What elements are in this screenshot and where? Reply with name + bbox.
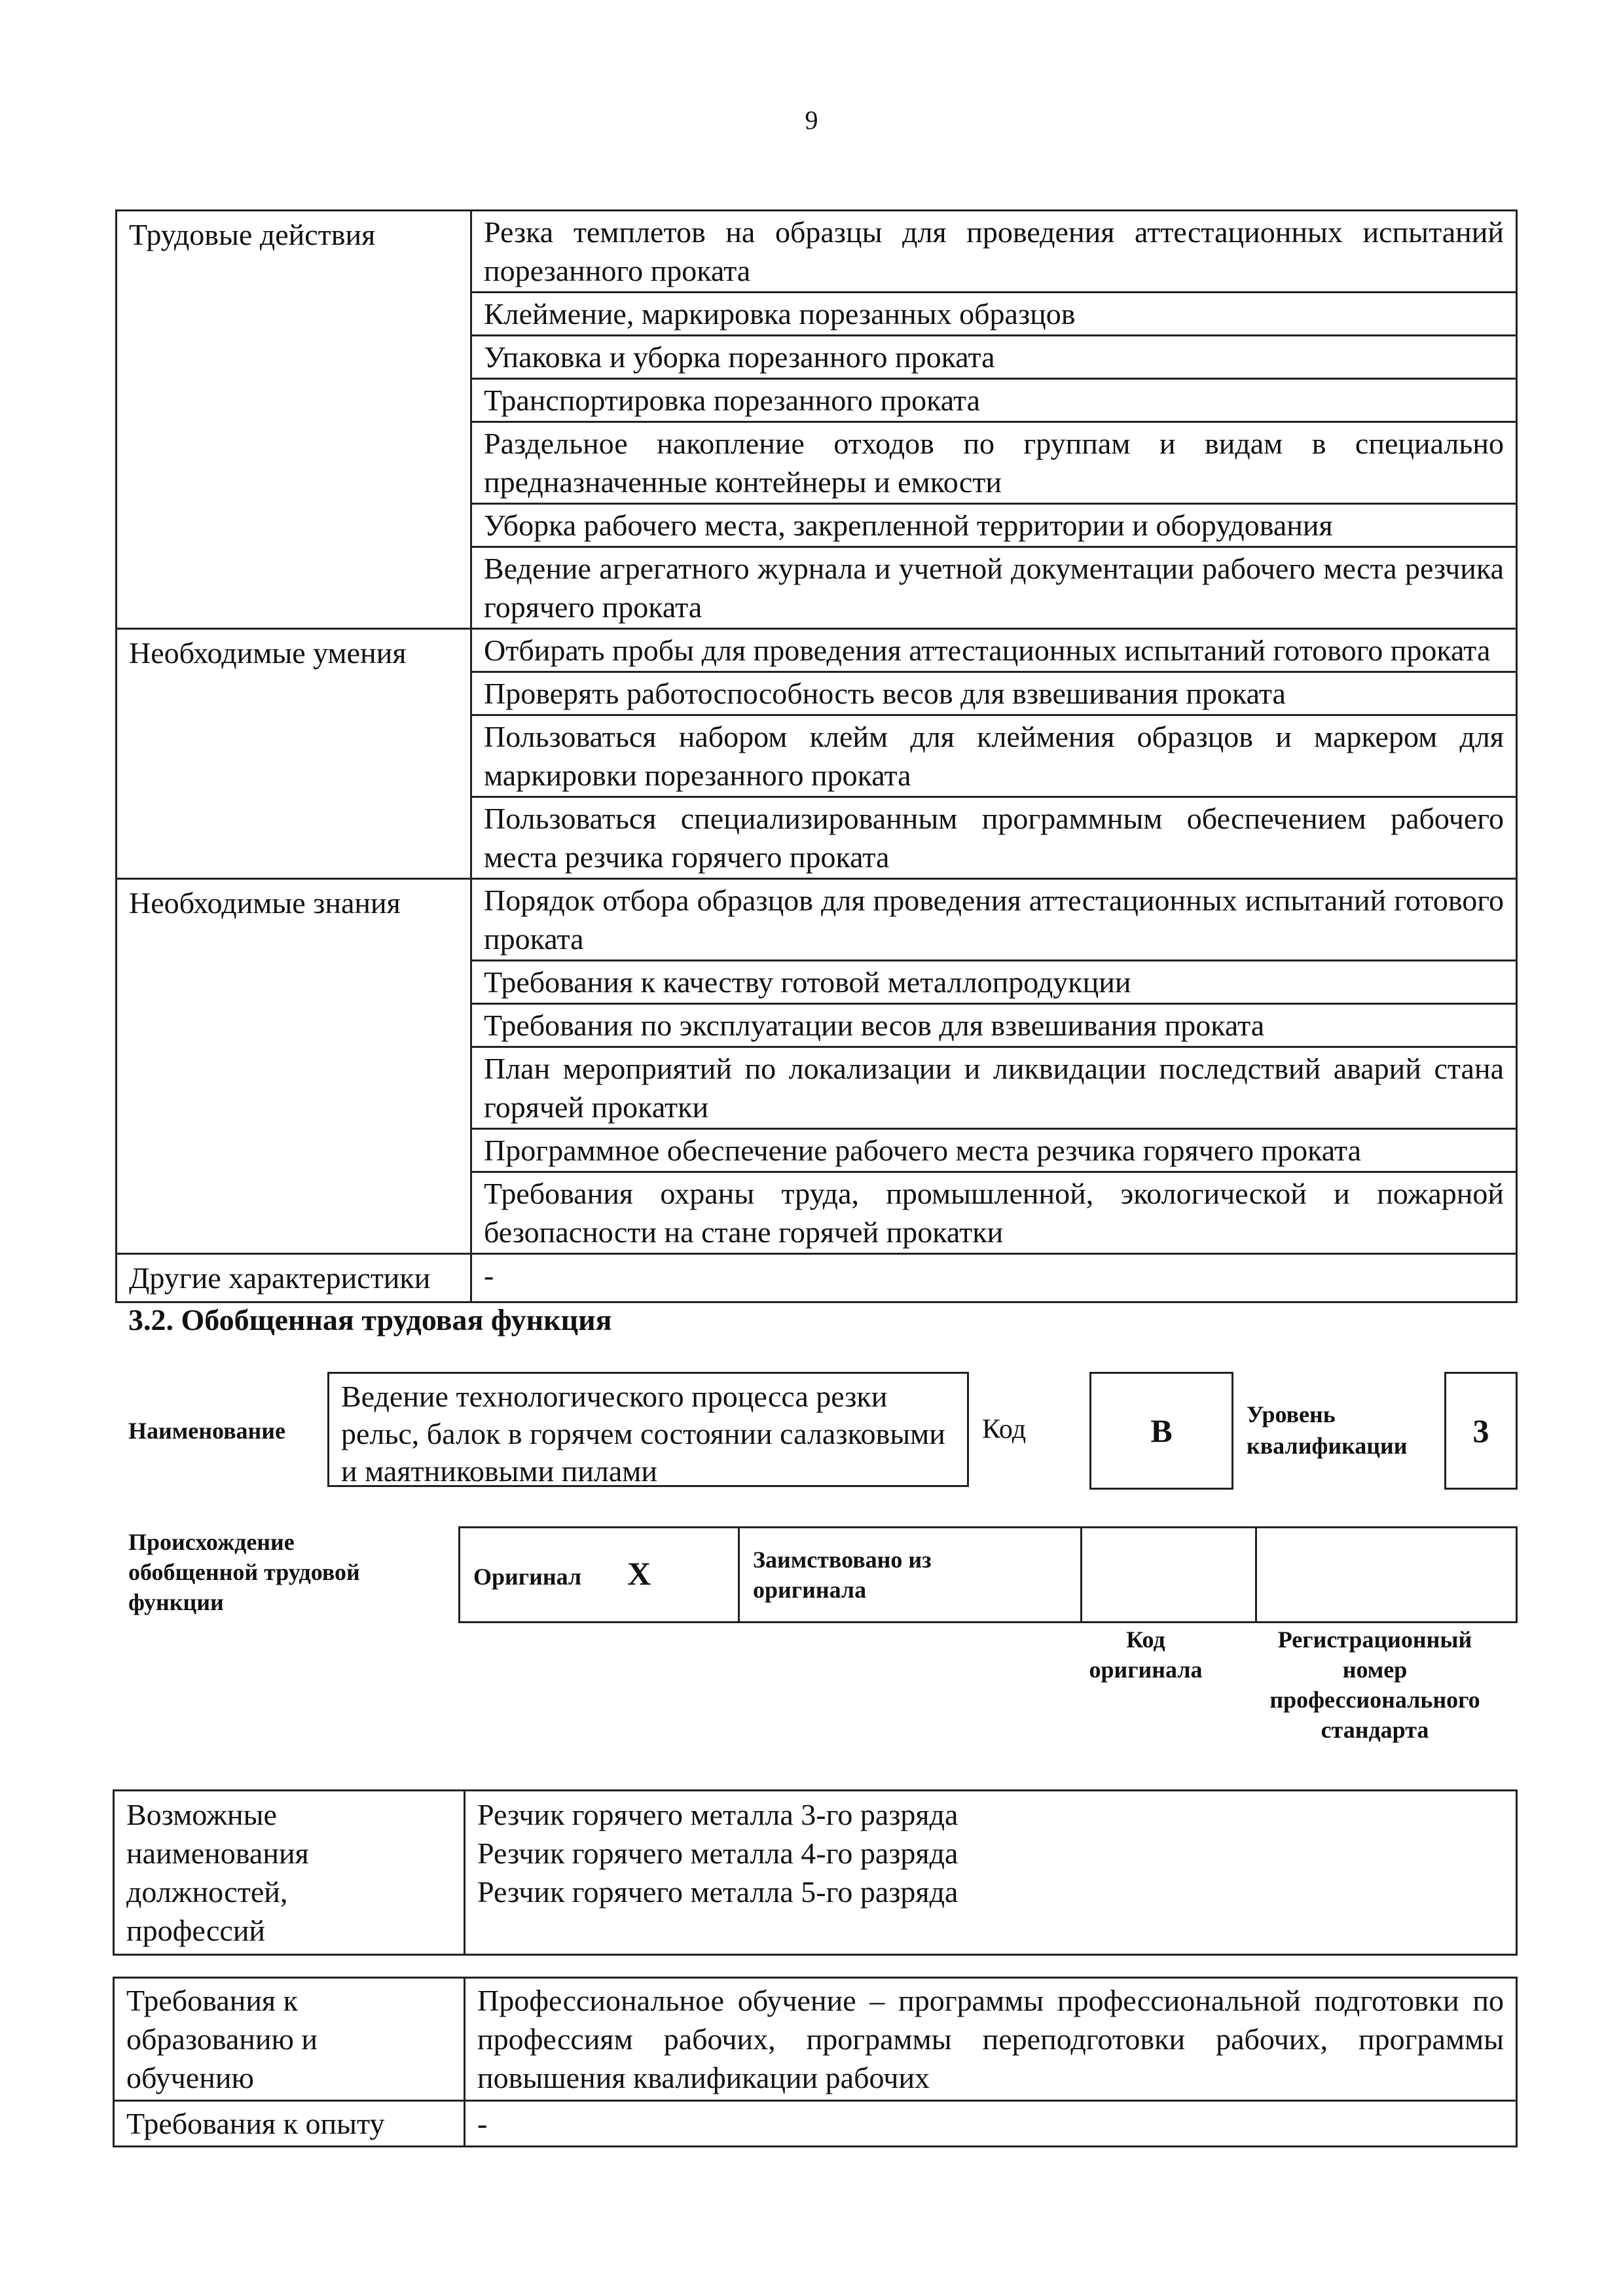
row-item: Упаковка и уборка порезанного проката	[471, 336, 1517, 379]
origin-table	[458, 1526, 1518, 1623]
row-item: Раздельное накопление отходов по группам и видам в специально предназначенные контейнеры и емкости	[471, 422, 1517, 504]
qualification-level-label	[1247, 1399, 1408, 1462]
row-group-label: Необходимые знания	[117, 879, 471, 1254]
education-label	[114, 1978, 465, 2101]
section-heading: 3.2. Обобщенная трудовая функция	[128, 1303, 612, 1336]
row-item: Требования по эксплуатации весов для взвешивания проката	[471, 1004, 1517, 1047]
original-code-caption-line2: оригинала	[1089, 1657, 1203, 1683]
row-item: Уборка рабочего места, закрепленной территории и оборудования	[471, 504, 1517, 547]
row-item: Пользоваться набором клейм для клеймения образцов и маркером для маркировки порезанного проката	[471, 715, 1517, 797]
borrowed-label-line1: Заимствовано из	[753, 1547, 932, 1573]
original-label: Оригинал	[473, 1563, 582, 1590]
qualification-level-label-line2: квалификации	[1247, 1433, 1408, 1459]
code-label: Код	[982, 1414, 1027, 1444]
education-label-line1: Требования к	[126, 1984, 298, 2017]
position-item: Резчик горячего металла 5-го разряда	[477, 1875, 958, 1909]
table-row	[117, 1254, 1517, 1302]
table-row	[117, 211, 1517, 293]
reg-number-caption-line4: стандарта	[1321, 1717, 1429, 1743]
origin-original-cell	[460, 1528, 739, 1623]
row-item: Ведение агрегатного журнала и учетной документации рабочего места резчика горячего проката	[471, 547, 1517, 629]
positions-label-line2: наименования	[126, 1837, 309, 1870]
origin-code-cell	[1082, 1528, 1256, 1623]
row-item: Транспортировка порезанного проката	[471, 379, 1517, 422]
row-item: Требования к качеству готовой металлопродукции	[471, 961, 1517, 1004]
row-item: Отбирать пробы для проведения аттестационных испытаний готового проката	[471, 629, 1517, 672]
row-item: Требования охраны труда, промышленной, экологической и пожарной безопасности на стане горячей прокатки	[471, 1172, 1517, 1254]
row-group-label: Трудовые действия	[117, 211, 471, 629]
row-item: -	[471, 1254, 1517, 1302]
experience-value: -	[465, 2101, 1517, 2147]
original-code-caption	[1067, 1624, 1224, 1685]
reg-number-caption	[1250, 1624, 1499, 1745]
row-item: Клеймение, маркировка порезанных образцов	[471, 293, 1517, 336]
positions-label-line1: Возможные	[126, 1798, 277, 1831]
row-group-label: Необходимые умения	[117, 629, 471, 879]
labor-function-table	[115, 209, 1518, 1303]
code-value-box	[1089, 1372, 1233, 1490]
code-value: B	[1150, 1412, 1173, 1449]
origin-label-line2: обобщенной трудовой	[128, 1559, 360, 1585]
borrowed-label-line2: оригинала	[753, 1577, 867, 1603]
table-row	[117, 879, 1517, 961]
table-row	[117, 629, 1517, 672]
position-item: Резчик горячего металла 4-го разряда	[477, 1837, 958, 1870]
row-item: Проверять работоспособность весов для взвешивания проката	[471, 672, 1517, 715]
origin-label-line3: функции	[128, 1589, 224, 1615]
name-label: Наименование	[128, 1418, 285, 1444]
name-value: Ведение технологического процесса резки рельс, балок в горячем состоянии салазковыми и маятниковыми пилами	[341, 1380, 945, 1488]
origin-borrowed-cell	[739, 1528, 1082, 1623]
origin-reg-number-cell	[1256, 1528, 1517, 1623]
positions-label-line3: должностей,	[126, 1875, 288, 1909]
education-label-line3: обучению	[126, 2061, 254, 2094]
qualification-level-value: 3	[1472, 1412, 1489, 1449]
name-value-box	[327, 1372, 969, 1487]
experience-label: Требования к опыту	[114, 2101, 465, 2147]
requirements-table	[113, 1977, 1518, 2147]
education-label-line2: образованию и	[126, 2022, 318, 2056]
page-number: 9	[805, 105, 818, 135]
row-item: Порядок отбора образцов для проведения аттестационных испытаний готового проката	[471, 879, 1517, 961]
reg-number-caption-line2: номер	[1342, 1657, 1408, 1683]
original-mark: X	[627, 1554, 651, 1592]
row-group-label: Другие характеристики	[117, 1254, 471, 1302]
education-value: Профессиональное обучение – программы профессиональной подготовки по профессиям рабочих, программы переподготовки рабочих, программы повышения квалификации рабочих	[465, 1978, 1517, 2101]
positions-label	[114, 1791, 465, 1955]
position-item: Резчик горячего металла 3-го разряда	[477, 1798, 958, 1831]
row-item: Пользоваться специализированным программным обеспечением рабочего места резчика горячего проката	[471, 797, 1517, 879]
row-item: Программное обеспечение рабочего места резчика горячего проката	[471, 1129, 1517, 1172]
reg-number-caption-line1: Регистрационный	[1277, 1626, 1472, 1653]
positions-values	[465, 1791, 1517, 1955]
qualification-level-box	[1444, 1372, 1518, 1490]
row-item: Резка темплетов на образцы для проведения аттестационных испытаний порезанного проката	[471, 211, 1517, 293]
origin-label-line1: Происхождение	[128, 1529, 295, 1555]
reg-number-caption-line3: профессионального	[1269, 1687, 1480, 1713]
qualification-level-label-line1: Уровень	[1247, 1401, 1336, 1427]
original-code-caption-line1: Код	[1126, 1626, 1165, 1653]
positions-table	[113, 1789, 1518, 1956]
row-item: План мероприятий по локализации и ликвидации последствий аварий стана горячей прокатки	[471, 1047, 1517, 1129]
origin-label	[128, 1527, 360, 1617]
positions-label-line4: профессий	[126, 1914, 266, 1947]
